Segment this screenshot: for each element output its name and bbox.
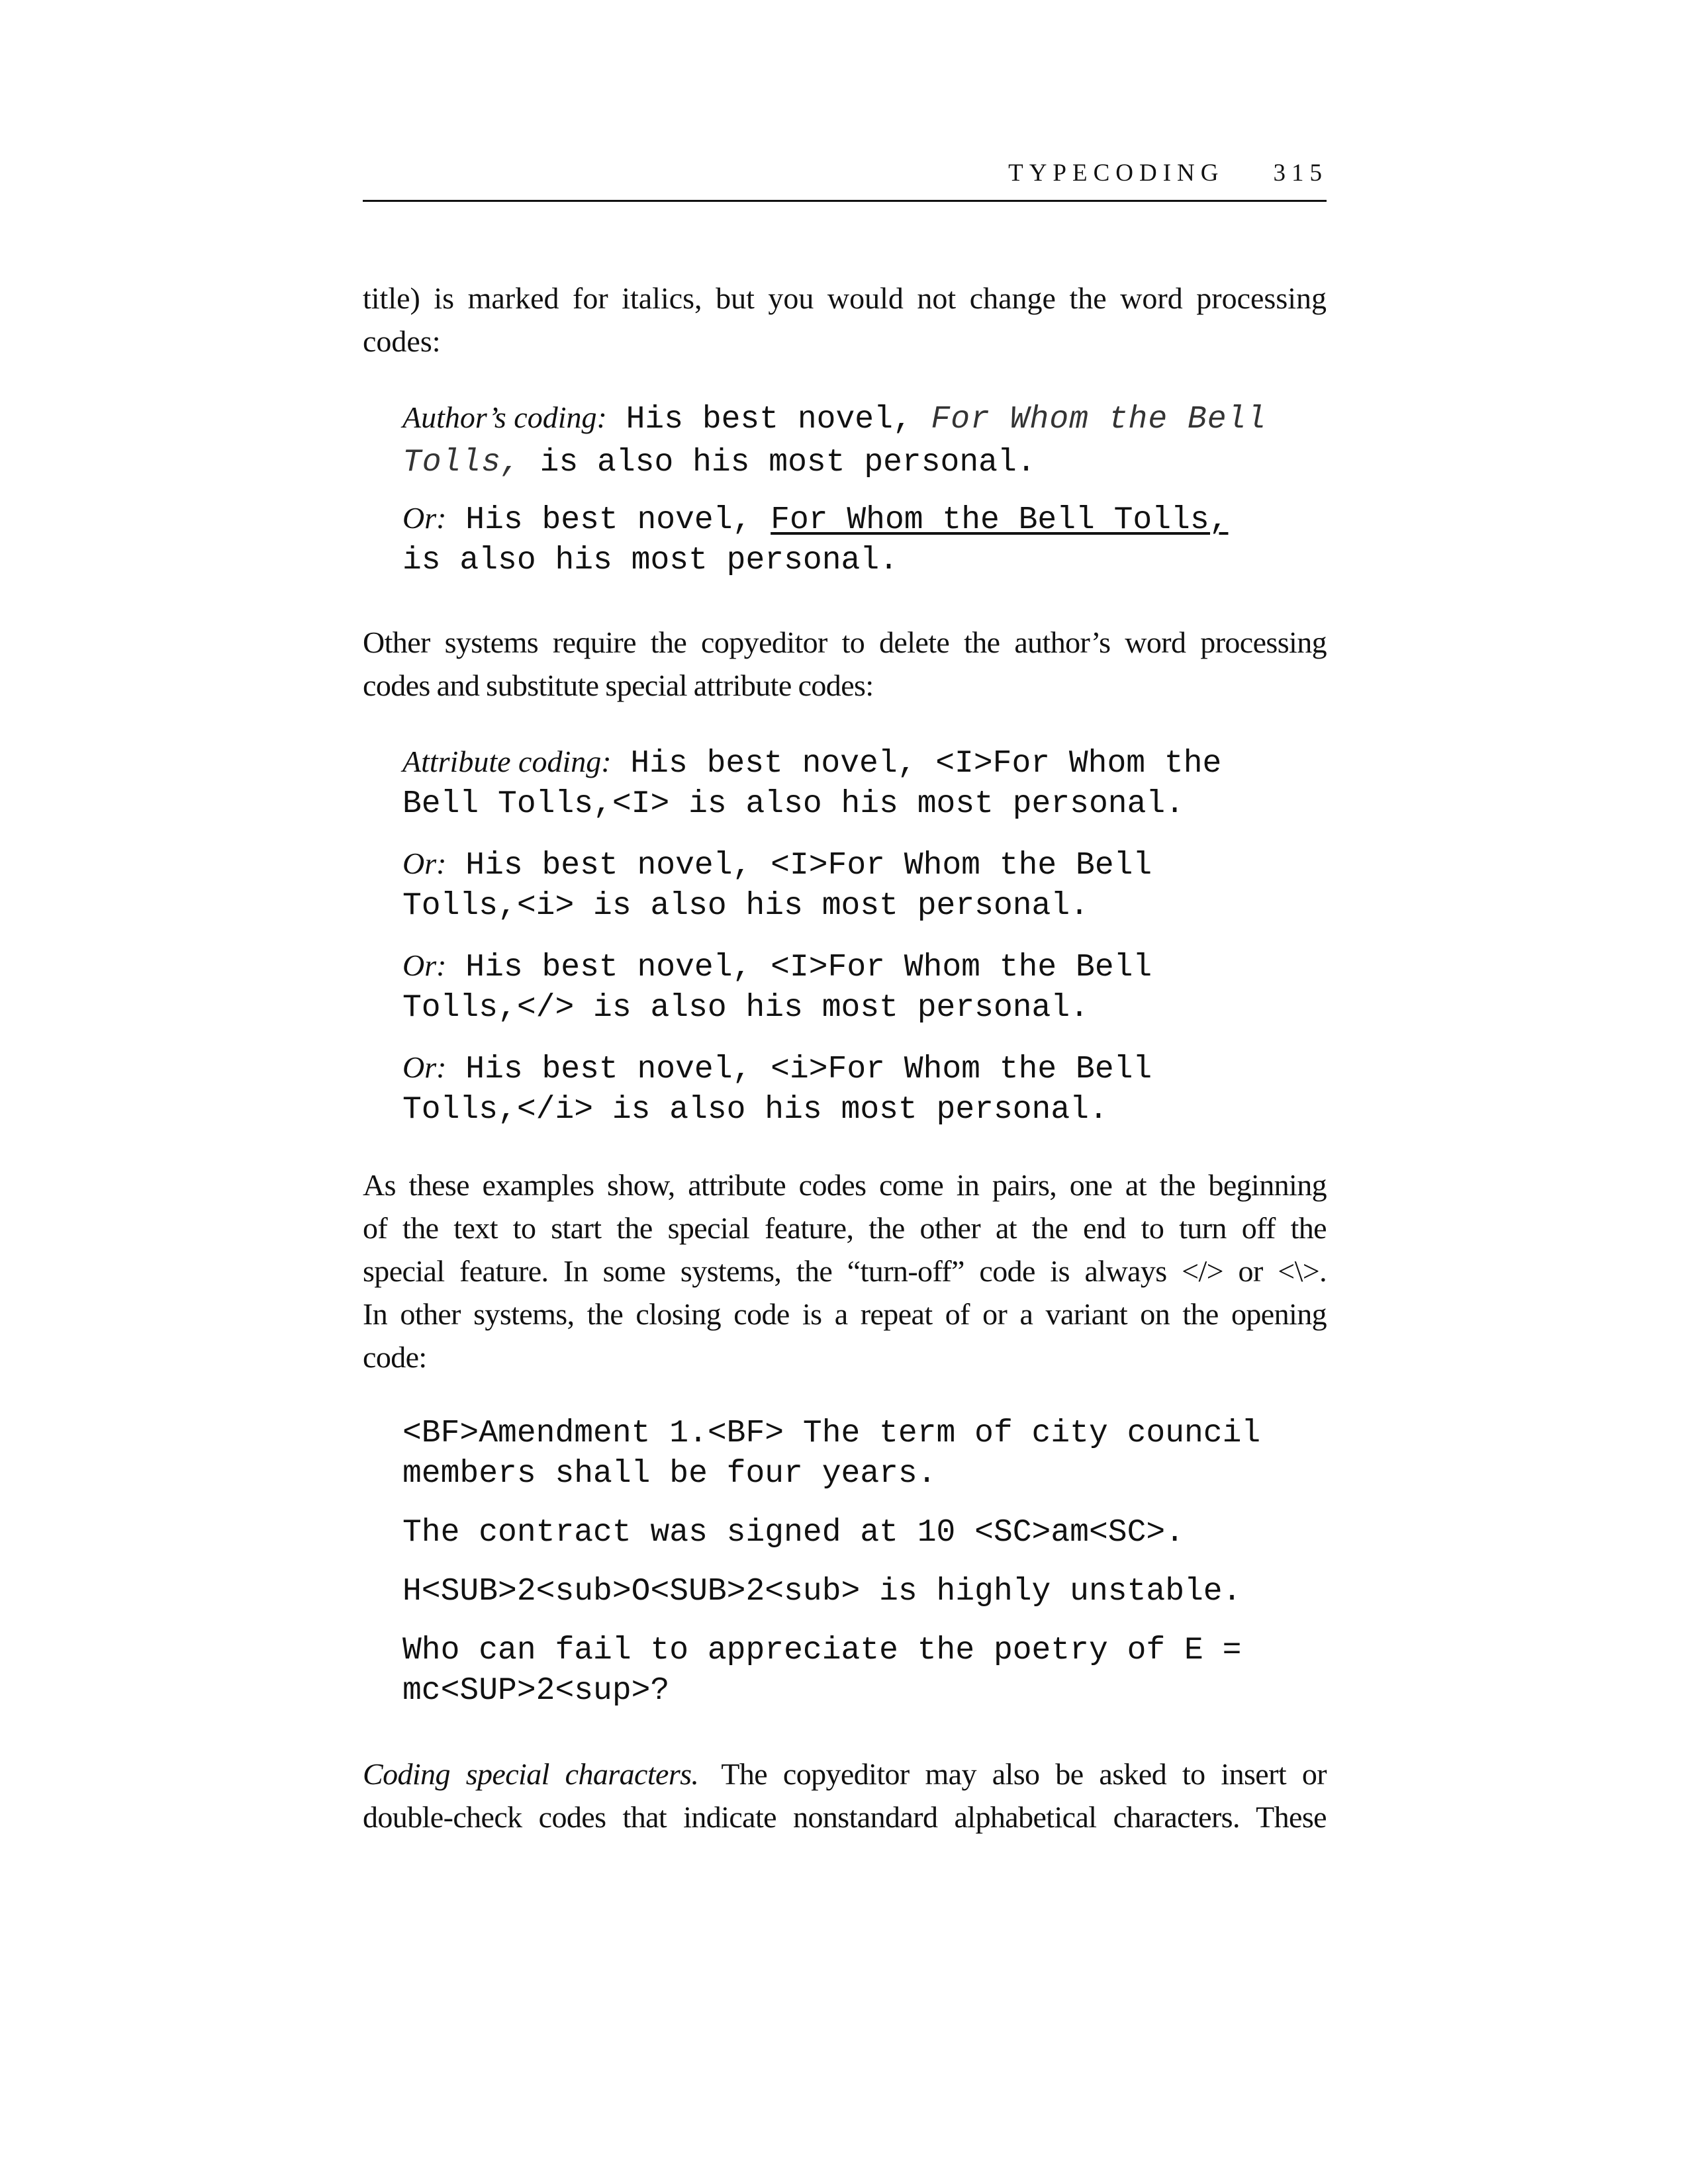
example-label: Author’s coding: <box>402 400 607 434</box>
example-line: Tolls,</i> is also his most personal. <box>402 1092 1108 1128</box>
example-label: Or: <box>402 846 447 880</box>
example-line: Who can fail to appreciate the poetry of E = <box>402 1633 1242 1668</box>
paragraph-line: In other systems, the closing code is a repeat of or a variant on the opening <box>363 1297 1327 1331</box>
example-label: Or: <box>402 501 447 535</box>
paragraph-line: As these examples show, attribute codes come in pairs, one at the beginning <box>363 1168 1327 1202</box>
example-line: Attribute coding: His best novel, <I>For Whom the <box>402 745 1222 782</box>
example-label: Attribute coding: <box>402 745 612 778</box>
paragraph-other-systems <box>363 621 1327 707</box>
example-line: Or: His best novel, <i>For Whom the Bell <box>402 1050 1152 1087</box>
paragraph-line: codes and substitute special attribute codes: <box>363 668 874 702</box>
paragraph-line: Other systems require the copyeditor to delete the author’s word processing <box>363 625 1327 659</box>
paragraph-special-characters <box>363 1752 1327 1839</box>
example-line: Or: His best novel, For Whom the Bell Tolls, <box>402 501 1229 538</box>
paragraph-line: Coding special characters. The copyeditor may also be asked to insert or <box>363 1757 1327 1791</box>
paragraph-line: of the text to start the special feature, the other at the end to turn off the <box>363 1211 1327 1245</box>
example-closing-codes <box>402 1414 1323 1711</box>
example-line: Tolls, is also his most personal. <box>402 445 1036 480</box>
example-line: is also his most personal. <box>402 543 898 578</box>
example-line: Or: His best novel, <I>For Whom the Bell <box>402 948 1152 985</box>
paragraph-attribute-pairs <box>363 1163 1327 1379</box>
example-line: Bell Tolls,<I> is also his most personal. <box>402 786 1184 822</box>
example-line: Tolls,<i> is also his most personal. <box>402 888 1089 924</box>
paragraph-line: special feature. In some systems, the “turn-off” code is always </> or <\>. <box>363 1254 1327 1288</box>
running-head <box>1008 159 1328 187</box>
example-label: Or: <box>402 948 447 982</box>
paragraph-intro <box>363 277 1327 363</box>
example-line: Tolls,</> is also his most personal. <box>402 990 1089 1026</box>
paragraph-line: codes: <box>363 324 441 358</box>
example-line: The contract was signed at 10 <SC>am<SC>. <box>402 1515 1184 1551</box>
paragraph-line: code: <box>363 1340 427 1374</box>
underlined-title: For Whom the Bell Tolls, <box>771 502 1229 538</box>
running-head-title: TYPECODING <box>1008 159 1225 187</box>
dot-matrix-italic-text: For Whom the Bell <box>931 402 1267 437</box>
paragraph-line: double-check codes that indicate nonstandard alphabetical characters. These <box>363 1800 1327 1834</box>
dot-matrix-italic-text: Tolls, <box>402 445 521 480</box>
example-label: Or: <box>402 1050 447 1084</box>
example-line: members shall be four years. <box>402 1456 937 1492</box>
example-author-coding <box>402 397 1323 581</box>
run-in-heading: Coding special characters. <box>363 1757 699 1791</box>
page-number: 315 <box>1273 159 1328 187</box>
paragraph-line: title) is marked for italics, but you would not change the word processing <box>363 281 1327 315</box>
example-line: H<SUB>2<sub>O<SUB>2<sub> is highly unstable. <box>402 1574 1242 1610</box>
example-line: <BF>Amendment 1.<BF> The term of city council <box>402 1416 1261 1451</box>
example-attribute-coding <box>402 741 1323 1130</box>
example-line: Or: His best novel, <I>For Whom the Bell <box>402 846 1152 884</box>
header-rule <box>363 200 1327 202</box>
example-line: mc<SUP>2<sup>? <box>402 1673 670 1709</box>
example-line: Author’s coding: His best novel, For Whom the Bell <box>402 400 1267 437</box>
